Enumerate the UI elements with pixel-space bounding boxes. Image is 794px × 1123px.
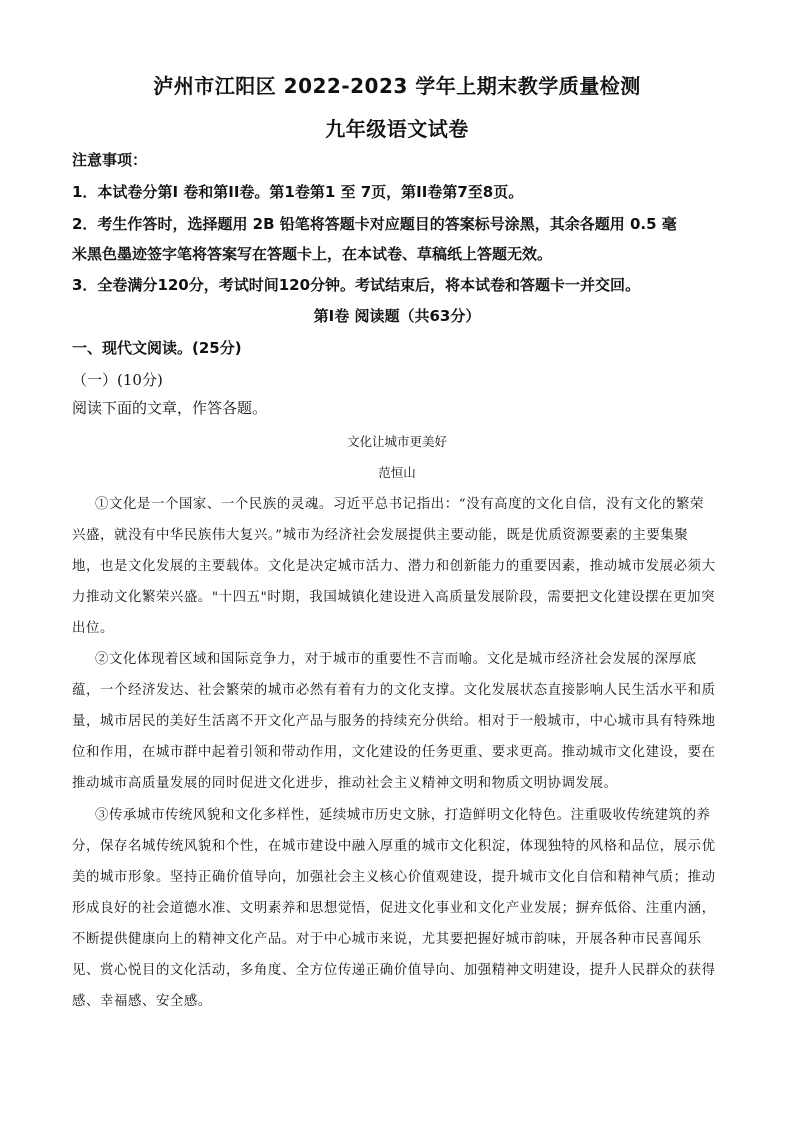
exam-subtitle: 九年级语文试卷 [325,117,469,141]
paragraph-1-line: 力推动文化繁荣兴盛。"十四五"时期，我国城镇化建设进入高质量发展阶段，需要把文化建设摆在更加突 [72,590,716,605]
note-item-1: 1．本试卷分第Ⅰ 卷和第II卷。第1卷第1 至 7页，第II卷第7至8页。 [72,183,524,201]
paragraph-3-line: 不断提供健康向上的精神文化产品。对于中心城市来说，尤其要把握好城市韵味，开展各种市民喜闻乐 [72,932,702,947]
paragraph-1-line: 地，也是文化发展的主要载体。文化是决定城市活力、潜力和创新能力的重要因素，推动城市发展必须大 [72,559,716,574]
paragraph-2-line: 蕴，一个经济发达、社会繁荣的城市必然有着有力的文化支撑。文化发展状态直接影响人民生活水平和质 [72,683,716,698]
exam-title: 泸州市江阳区 2022-2023 学年上期末教学质量检测 [153,74,641,98]
article-author: 范恒山 [378,465,416,480]
paragraph-2-line: 量，城市居民的美好生活离不开文化产品与服务的持续充分供给。相对于一般城市，中心城市具有特殊地 [72,714,716,729]
paragraph-1-line: 兴盛，就没有中华民族伟大复兴。”城市为经济社会发展提供主要动能，既是优质资源要素的主要集聚 [72,528,689,543]
paragraph-3-line: 感、幸福感、安全感。 [72,994,212,1009]
paragraph-2-line: 推动城市高质量发展的同时促进文化进步，推动社会主义精神文明和物质文明协调发展。 [72,776,618,791]
note-item-2-line-2: 米黑色墨迹签字笔将答案写在答题卡上，在本试卷、草稿纸上答题无效。 [72,245,553,263]
paragraph-3-line: 见、赏心悦目的文化活动，多角度、全方位传递正确价值导向、加强精神文明建设，提升人民群众的获得 [72,963,716,978]
note-item-2-line-1: 2．考生作答时，选择题用 2B 铅笔将答题卡对应题目的答案标号涂黑，其余各题用 0.5 毫 [72,215,677,233]
paragraph-3-line: ③传承城市传统风貌和文化多样性，延续城市历史文脉，打造鲜明文化特色。注重吸收传统建筑的养 [95,808,711,823]
reading-instruction: 阅读下面的文章，作答各题。 [72,399,268,417]
paragraph-2-line: ②文化体现着区域和国际竞争力，对于城市的重要性不言而喻。文化是城市经济社会发展的深厚底 [95,652,697,667]
note-item-3: 3．全卷满分120分，考试时间120分钟。考试结束后，将本试卷和答题卡一并交回。 [72,276,641,294]
paragraph-1-line: 出位。 [72,621,114,636]
paragraph-2-line: 位和作用，在城市群中起着引领和带动作用，文化建设的任务更重、要求更高。推动城市文化建设，要在 [72,745,716,760]
notes-heading: 注意事项： [72,151,148,169]
subsection-1-heading: （一）(10分) [72,371,163,389]
paragraph-1-line: ①文化是一个国家、一个民族的灵魂。习近平总书记指出：“没有高度的文化自信，没有文化的繁荣 [95,497,705,512]
paragraph-3-line: 形成良好的社会道德水准、文明素养和思想觉悟，促进文化事业和文化产业发展；摒弃低俗、注重内涵， [72,901,716,916]
paragraph-3-line: 分，保存名城传统风貌和个性，在城市建设中融入厚重的城市文化积淀，体现独特的风格和品位，展示优 [72,839,716,854]
paragraph-3-line: 美的城市形象。坚持正确价值导向，加强社会主义核心价值观建设，提升城市文化自信和精神气质；推动 [72,870,716,885]
part-1-heading: 一、现代文阅读。(25分) [72,339,242,357]
article-title: 文化让城市更美好 [346,434,447,449]
volume-title: 第Ⅰ卷 阅读题（共63分） [313,307,481,325]
